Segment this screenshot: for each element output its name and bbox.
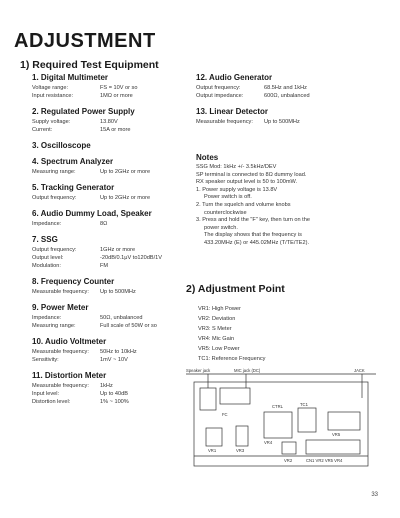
- spec-label: Measuring range:: [32, 323, 76, 329]
- right-equipment-column: [196, 73, 376, 133]
- spec-row: [32, 194, 182, 202]
- spec-row: [32, 84, 182, 92]
- spec-row: [32, 288, 182, 296]
- diagram-label-tc: TC1: [300, 402, 308, 407]
- equipment-item: [32, 337, 182, 364]
- spec-label: Impedance:: [32, 221, 62, 227]
- note-line: RX speaker output level is 50 to 100mW.: [196, 179, 298, 186]
- equipment-item: [196, 73, 376, 100]
- spec-value: 1GHz or more: [100, 247, 136, 253]
- spec-row: [32, 382, 182, 390]
- diagram-label-vr5: VR5: [332, 432, 341, 437]
- notes-title: Notes: [196, 153, 219, 162]
- equipment-item: [196, 107, 376, 126]
- spec-value: 8Ω: [100, 221, 108, 227]
- spec-row: [196, 92, 376, 100]
- diagram-label-vr3: VR3: [236, 448, 245, 453]
- spec-row: [32, 262, 182, 270]
- diagram-label-mic: MIC jack (DC): [234, 368, 261, 373]
- spec-value: Up to 2GHz or more: [100, 169, 151, 175]
- note-line: 2. Turn the squelch and volume knobs: [196, 201, 291, 208]
- vr2-block: [282, 442, 296, 454]
- spec-label: Measuring range:: [32, 169, 76, 175]
- page-number: 33: [371, 492, 378, 498]
- equipment-item: [32, 235, 182, 270]
- right-block: [328, 412, 360, 430]
- note-line: Power switch is off.: [204, 194, 252, 201]
- spec-label: Input level:: [32, 391, 60, 397]
- tc-block: [298, 408, 316, 432]
- spec-row: [32, 126, 182, 134]
- notes-block: [196, 153, 380, 248]
- note-line: SP terminal is connected to 8Ω dummy load.: [196, 171, 307, 178]
- ctrl-block: [264, 412, 292, 438]
- note-line: 3. Press and hold the "F" key, then turn on the: [196, 217, 310, 224]
- spec-value: 68.5Hz and 1kHz: [264, 85, 307, 91]
- diagram-label-vr4: VR4: [264, 440, 273, 445]
- vr-list: [198, 304, 368, 364]
- diagram-label-jack: JACK: [354, 368, 365, 373]
- spec-label: Voltage range:: [32, 85, 69, 91]
- spec-row: [32, 92, 182, 100]
- vr-item: VR3: S Meter: [198, 326, 232, 332]
- spec-label: Impedance:: [32, 315, 62, 321]
- vr3-block: [236, 426, 248, 446]
- spec-row: [32, 348, 182, 356]
- spec-label: Current:: [32, 127, 53, 133]
- equipment-item: [32, 209, 182, 228]
- diagram-label-ctrl: CTRL: [272, 404, 283, 409]
- spec-value: Full scale of 50W or so: [100, 323, 157, 329]
- spec-label: Output frequency:: [196, 85, 241, 91]
- spec-row: [32, 246, 182, 254]
- equipment-item: [32, 157, 182, 176]
- vr1-block: [206, 428, 222, 446]
- note-line: 1. Power supply voltage is 13.8V: [196, 186, 278, 193]
- equipment-item: [32, 73, 182, 100]
- spec-value: 50Ω, unbalanced: [100, 315, 143, 321]
- equipment-title: 13. Linear Detector: [196, 107, 269, 116]
- equipment-item: [32, 303, 182, 330]
- spec-label: Measurable frequency:: [196, 119, 253, 125]
- spec-value: FM: [100, 263, 109, 269]
- diagram-label-speaker: Speaker jack: [186, 368, 211, 373]
- note-line: The display shows that the frequency is: [204, 232, 302, 239]
- spec-label: Output level:: [32, 255, 64, 261]
- equipment-title: 8. Frequency Counter: [32, 277, 115, 286]
- spec-row: [32, 390, 182, 398]
- vr-item: VR5: Low Power: [198, 346, 240, 352]
- vr-item: VR2: Deviation: [198, 316, 236, 322]
- spec-label: Output impedance:: [196, 93, 244, 99]
- spec-row: [32, 398, 182, 406]
- page-title: ADJUSTMENT: [14, 30, 156, 52]
- spec-label: Measurable frequency:: [32, 383, 89, 389]
- spec-row: [32, 314, 182, 322]
- spec-label: Measurable frequency:: [32, 349, 89, 355]
- spec-value: 50Hz to 10kHz: [100, 349, 137, 355]
- cn-block: [306, 440, 360, 454]
- vr-item: VR4: Mic Gain: [198, 336, 235, 342]
- spec-label: Modulation:: [32, 263, 61, 269]
- spec-value: 600Ω, unbalanced: [264, 93, 310, 99]
- spec-row: [32, 118, 182, 126]
- spec-value: 1mV ~ 10V: [100, 357, 128, 363]
- spec-row: [196, 84, 376, 92]
- vr-item: TC1: Reference Frequency: [198, 356, 266, 362]
- equipment-title: 9. Power Meter: [32, 303, 89, 312]
- diagram-label-cn: CN1 VR2 VR5 VR4: [306, 458, 343, 463]
- left-equipment-column: [32, 73, 182, 413]
- spec-label: Output frequency:: [32, 247, 77, 253]
- diagram-label-vr2: VR2: [284, 458, 293, 463]
- spec-row: [32, 168, 182, 176]
- equipment-title: 4. Spectrum Analyzer: [32, 157, 114, 166]
- spec-label: Supply voltage:: [32, 119, 71, 125]
- spec-value: 1% ~ 100%: [100, 399, 129, 405]
- spec-label: Measurable frequency:: [32, 289, 89, 295]
- equipment-title: 7. SSG: [32, 235, 58, 244]
- spec-value: 13.80V: [100, 119, 118, 125]
- equipment-title: 10. Audio Voltmeter: [32, 337, 107, 346]
- section-required-equipment: 1) Required Test Equipment: [20, 59, 159, 71]
- spec-value: Up to 2GHz or more: [100, 195, 151, 201]
- spec-row: [32, 322, 182, 330]
- equipment-item: [32, 183, 182, 202]
- spec-value: 1MΩ or more: [100, 93, 133, 99]
- equipment-title: 1. Digital Multimeter: [32, 73, 109, 82]
- spec-label: Sensitivity:: [32, 357, 59, 363]
- notes-lines: [196, 164, 380, 248]
- spec-row: [32, 254, 182, 262]
- spec-row: [32, 356, 182, 364]
- spec-row: [32, 220, 182, 228]
- spec-value: Up to 500MHz: [100, 289, 136, 295]
- mic-block: [220, 388, 250, 404]
- equipment-title: 11. Distortion Meter: [32, 371, 107, 380]
- equipment-title: 5. Tracking Generator: [32, 183, 115, 192]
- spec-row: [196, 118, 376, 126]
- adjustment-point-diagram: [186, 368, 376, 470]
- equipment-title: 2. Regulated Power Supply: [32, 107, 135, 116]
- equipment-item: [32, 141, 182, 150]
- spec-value: Up to 40dB: [100, 391, 128, 397]
- spec-value: 1kHz: [100, 383, 113, 389]
- equipment-item: [32, 107, 182, 134]
- note-line: counterclockwise: [204, 209, 247, 216]
- spec-label: Input resistance:: [32, 93, 74, 99]
- spec-value: 15A or more: [100, 127, 131, 133]
- spec-label: Output frequency:: [32, 195, 77, 201]
- vr-item: VR1: High Power: [198, 306, 241, 312]
- spec-label: Distortion level:: [32, 399, 71, 405]
- note-line: 433.20MHz (E) or 445.02MHz (T/TE/TE2).: [204, 239, 310, 246]
- jack-block: [200, 388, 216, 410]
- equipment-item: [32, 277, 182, 296]
- spec-value: -20dB/0.1μV to120dB/1V: [100, 255, 163, 261]
- equipment-title: 12. Audio Generator: [196, 73, 273, 82]
- spec-value: FS = 10V or so: [100, 85, 138, 91]
- spec-value: Up to 500MHz: [264, 119, 300, 125]
- equipment-title: 3. Oscilloscope: [32, 141, 91, 150]
- section-adjustment-point: 2) Adjustment Point: [186, 283, 285, 295]
- diagram-label-fc: FC: [222, 412, 228, 417]
- equipment-title: 6. Audio Dummy Load, Speaker: [32, 209, 152, 218]
- diagram-label-vr1: VR1: [208, 448, 217, 453]
- equipment-item: [32, 371, 182, 406]
- note-line: power switch.: [204, 224, 238, 231]
- note-line: SSG Mod: 1kHz +/- 3.5kHz/DEV: [196, 164, 277, 170]
